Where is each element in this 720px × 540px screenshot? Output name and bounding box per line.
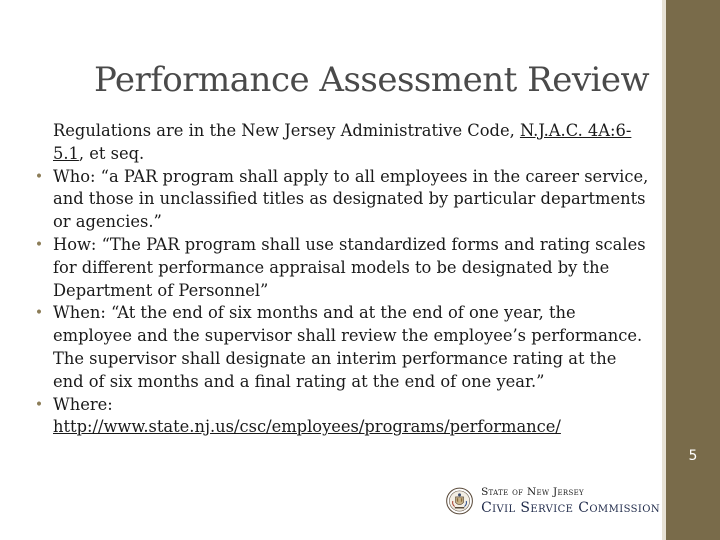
civil-service-commission-logo	[444, 478, 660, 524]
bullet-icon: •	[34, 236, 44, 253]
bullet-who	[30, 166, 650, 234]
intro-suffix: , et seq.	[78, 143, 145, 163]
logo-text	[481, 487, 660, 516]
bullet-icon: •	[34, 305, 44, 322]
bullet-where	[30, 394, 650, 440]
bullet-how-text: How: “The PAR program shall use standardized forms and rating scales for different performance appraisal models to be designated by the Department of Personnel”	[53, 234, 646, 300]
bullet-icon: •	[34, 396, 44, 413]
bullet-icon: •	[34, 168, 44, 185]
slide-body	[30, 120, 650, 439]
bullet-when-text: When: “At the end of six months and at the end of one year, the employee and the supervisor shall review the employee’s performance. The supervisor shall designate an interim performance rating at the end of six months and a final rating at the end of one year.”	[53, 303, 643, 391]
state-seal-icon	[446, 481, 473, 521]
intro-paragraph	[30, 120, 650, 166]
njac-link[interactable]: N.J.A.C. 4A:6-5.1	[53, 121, 632, 163]
bullet-who-text: Who: “a PAR program shall apply to all employees in the career service, and those in unclassified titles as designated by particular departments or agencies.”	[53, 166, 649, 232]
bullet-how	[30, 234, 650, 302]
logo-commission-text: Civil Service Commission	[481, 500, 660, 517]
intro-text: Regulations are in the New Jersey Administrative Code,	[53, 121, 520, 140]
performance-url-link[interactable]: http://www.state.nj.us/csc/employees/programs/performance/	[53, 417, 561, 437]
bullet-when	[30, 302, 650, 393]
page-number: 5	[688, 448, 698, 464]
slide-title: Performance Assessment Review	[94, 60, 650, 100]
logo-state-text: State of New Jersey	[481, 485, 584, 498]
bullet-where-label: Where:	[53, 394, 113, 414]
